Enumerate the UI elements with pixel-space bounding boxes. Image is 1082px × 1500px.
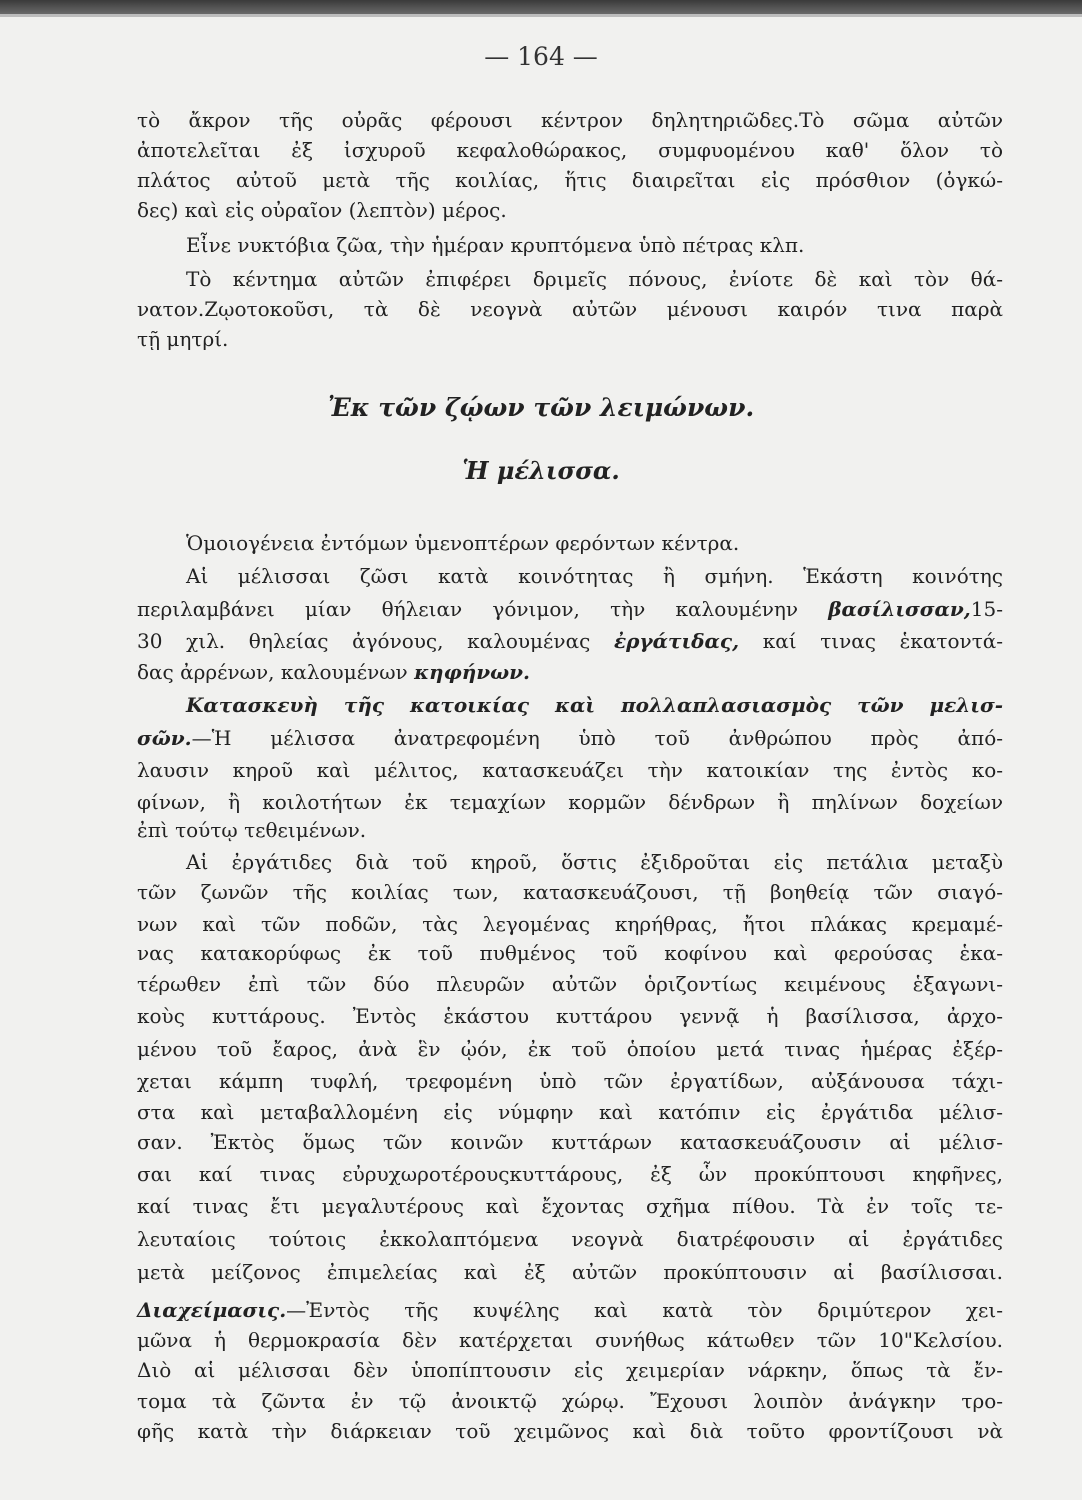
text-line: χεται κάμπη τυφλή, τρεφομένη ὑπὸ τῶν ἐργατίδων, αὐξάνουσα τάχι- xyxy=(137,1069,1003,1093)
emphasis-term: ἐργάτιδας, xyxy=(613,629,740,653)
text-line: Διὸ αἱ μέλισσαι δὲν ὑποπίπτουσιν εἰς χειμερίαν νάρκην, ὅπως τὰ ἔν- xyxy=(137,1358,1003,1382)
text-line: φίνων, ἢ κοιλοτήτων ἐκ τεμαχίων κορμῶν δένδρων ἢ πηλίνων δοχείων xyxy=(137,790,1003,814)
text-line: δες) καὶ εἰς οὐραῖον (λεπτὸν) μέρος. xyxy=(137,198,507,222)
text-line: τὸ ἄκρον τῆς οὐρᾶς φέρουσι κέντρον δηλητηριῶδες.Τὸ σῶμα αὐτῶν xyxy=(137,108,1003,132)
text-line: μένου τοῦ ἔαρος, ἀνὰ ἓν ᾠόν, ἐκ τοῦ ὁποίου μετά τινας ἡμέρας ἐξέρ- xyxy=(137,1037,1003,1061)
text-line: Εἶνε νυκτόβια ζῶα, τὴν ἡμέραν κρυπτόμενα ὑπὸ πέτρας κλπ. xyxy=(186,233,805,257)
text-line xyxy=(137,596,1003,622)
text-line xyxy=(137,659,530,685)
text-fragment: καί τινας ἑκατοντά- xyxy=(762,629,1004,653)
emphasis-term: βασίλισσαν, xyxy=(828,597,971,621)
text-line: πλάτος αὐτοῦ μετὰ τῆς κοιλίας, ἥτις διαιρεῖται εἰς πρόσθιον (ὀγκώ- xyxy=(137,168,1003,192)
page-number: — 164 — xyxy=(484,42,598,71)
text-line: Ὁμοιογένεια ἐντόμων ὑμενοπτέρων φερόντων κέντρα. xyxy=(186,531,740,555)
emphasis-term: σῶν. xyxy=(137,726,192,750)
text-fragment: δας ἀρρένων, καλουμένων xyxy=(137,660,408,684)
text-line: νατον.Ζῳοτοκοῦσι, τὰ δὲ νεογνὰ αὐτῶν μένουσι καιρόν τινα παρὰ xyxy=(137,297,1003,321)
text-line: νας κατακορύφως ἐκ τοῦ πυθμένος τοῦ κοφίνου καὶ φερούσας ἑκα- xyxy=(137,941,1003,965)
text-fragment: 30 χιλ. θηλείας ἀγόνους, καλουμένας xyxy=(137,629,591,653)
text-line: λαυσιν κηροῦ καὶ μέλιτος, κατασκευάζει τὴν κατοικίαν της ἐντὸς κο- xyxy=(137,758,1003,782)
subheading: Ἡ μέλισσα. xyxy=(462,456,620,485)
text-line: στα καὶ μεταβαλλομένη εἰς νύμφην καὶ κατόπιν εἰς ἐργάτιδα μέλισ- xyxy=(137,1100,1003,1124)
text-fragment: —Ἐντὸς τῆς κυψέλης καὶ κατὰ τὸν δριμύτερον χει- xyxy=(286,1298,1003,1322)
text-line: μῶνα ἡ θερμοκρασία δὲν κατέρχεται συνήθως κάτωθεν τῶν 10"Κελσίου. xyxy=(137,1328,1003,1352)
emphasis-term: Διαχείμασις. xyxy=(137,1298,287,1322)
scan-top-rule xyxy=(0,14,1082,17)
text-line: καί τινας ἔτι μεγαλυτέρους καὶ ἔχοντας σχῆμα πίθου. Τὰ ἐν τοῖς τε- xyxy=(137,1194,1003,1218)
section-run-in-heading: Κατασκευὴ τῆς κατοικίας καὶ πολλαπλασιασμὸς τῶν μελισ- xyxy=(186,693,1003,717)
section-heading: Ἐκ τῶν ζῴων τῶν λειμώνων. xyxy=(327,393,755,422)
scan-top-edge xyxy=(0,0,1082,14)
text-fragment: —Ἡ μέλισσα ἀνατρεφομένη ὑπὸ τοῦ ἀνθρώπου πρὸς ἀπό- xyxy=(191,726,1003,750)
text-line: μετὰ μείζονος ἐπιμελείας καὶ ἐξ αὐτῶν προκύπτουσιν αἱ βασίλισσαι. xyxy=(137,1260,1003,1284)
text-line: νων καὶ τῶν ποδῶν, τὰς λεγομένας κηρήθρας, ἤτοι πλάκας κρεμαμέ- xyxy=(137,912,1003,936)
text-line: τῇ μητρί. xyxy=(137,327,229,351)
text-line: ἐπὶ τούτῳ τεθειμένων. xyxy=(137,818,367,842)
text-line xyxy=(137,1297,1003,1323)
text-line xyxy=(137,628,1003,654)
text-line: σαι καί τινας εὐρυχωροτέρουςκυττάρους, ἐξ ὧν προκύπτουσι κηφῆνες, xyxy=(137,1162,1003,1186)
text-line: Τὸ κέντημα αὐτῶν ἐπιφέρει δριμεῖς πόνους, ἐνίοτε δὲ καὶ τὸν θά- xyxy=(186,267,1003,291)
text-line: τομα τὰ ζῶντα ἐν τῷ ἀνοικτῷ χώρῳ. Ἔχουσι λοιπὸν ἀνάγκην τρο- xyxy=(137,1389,1003,1413)
text-fragment: 15- xyxy=(970,597,1003,621)
text-line: Αἱ ἐργάτιδες διὰ τοῦ κηροῦ, ὅστις ἐξιδροῦται εἰς πετάλια μεταξὺ xyxy=(186,850,1003,874)
text-line: φῆς κατὰ τὴν διάρκειαν τοῦ χειμῶνος καὶ διὰ τοῦτο φροντίζουσι νὰ xyxy=(137,1419,1003,1443)
text-line: σαν. Ἐκτὸς ὅμως τῶν κοινῶν κυττάρων κατασκευάζουσιν αἱ μέλισ- xyxy=(137,1130,1003,1154)
text-line: κοὺς κυττάρους. Ἐντὸς ἑκάστου κυττάρου γεννᾷ ἡ βασίλισσα, ἀρχο- xyxy=(137,1004,1003,1028)
text-line: τέρωθεν ἐπὶ τῶν δύο πλευρῶν αὐτῶν ὁριζοντίως κειμένους ἑξαγωνι- xyxy=(137,972,1003,996)
text-line: ἀποτελεῖται ἐξ ἰσχυροῦ κεφαλοθώρακος, συμφυομένου καθ' ὅλον τὸ xyxy=(137,138,1003,162)
text-line: λευταίοις τούτοις ἐκκολαπτόμενα νεογνὰ διατρέφουσιν αἱ ἐργάτιδες xyxy=(137,1227,1003,1251)
text-line: Αἱ μέλισσαι ζῶσι κατὰ κοινότητας ἢ σμήνη. Ἑκάστη κοινότης xyxy=(186,564,1003,588)
text-line xyxy=(137,725,1003,751)
text-line: τῶν ζωνῶν τῆς κοιλίας των, κατασκευάζουσι, τῇ βοηθείᾳ τῶν σιαγό- xyxy=(137,880,1003,904)
text-fragment: περιλαμβάνει μίαν θήλειαν γόνιμον, τὴν καλουμένην xyxy=(137,597,799,621)
emphasis-term: κηφήνων. xyxy=(414,660,530,684)
